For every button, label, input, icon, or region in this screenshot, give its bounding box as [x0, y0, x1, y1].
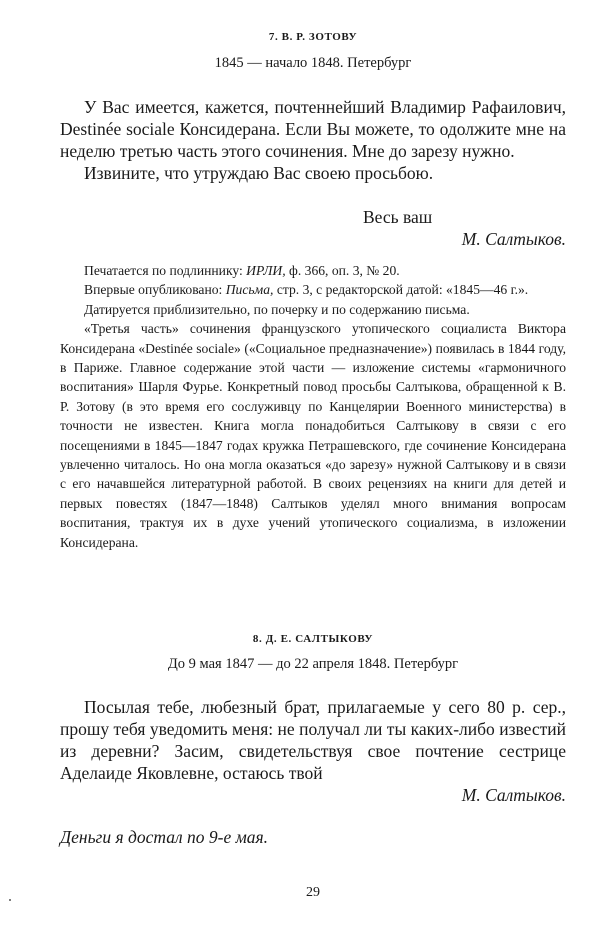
- publication-note: Впервые опубликовано: Письма, стр. 3, с редакторской датой: «1845—46 г.».: [84, 282, 529, 298]
- source-note: Печатается по подлиннику: ИРЛИ, ф. 366, оп. 3, № 20.: [84, 263, 400, 278]
- letter-7-body: [60, 96, 566, 184]
- letter-8-dateline: До 9 мая 1847 — до 22 апреля 1848. Петербург: [167, 656, 459, 672]
- letter-7-heading: 7. В. Р. ЗОТОВУ: [268, 31, 358, 43]
- letter-7-dateline: 1845 — начало 1848. Петербург: [214, 55, 412, 71]
- letter-8-postscript: Деньги я достал по 9-е мая.: [60, 827, 269, 847]
- letter-8-heading: 8. Д. Е. САЛТЫКОВУ: [252, 633, 374, 645]
- letter-8-signature: М. Салтыков.: [461, 785, 566, 805]
- book-page: [60, 0, 566, 929]
- letter-7-notes: [60, 261, 566, 552]
- margin-mark: [9, 899, 11, 901]
- letter-7-paragraph: У Вас имеется, кажется, почтеннейший Владимир Рафаилович, Destinée sociale Консидерана. Если Вы можете, то одолжите мне на неделю третью часть этого сочинения. Мне до зарезу нужно.: [60, 97, 566, 161]
- letter-7-closing: Весь ваш: [363, 207, 433, 227]
- dating-note: Датируется приблизительно, по почерку и по содержанию письма.: [84, 301, 470, 317]
- letter-8-paragraph: Посылая тебе, любезный брат, прилагаемые у сего 80 р. сер., прошу тебя уведомить меня: не получал ли ты каких-либо известий из деревни? Засим, свидетельствуя свое почтение сестрице Аделаиде Яковлевне, остаюсь твой: [60, 697, 566, 783]
- commentary-note: «Третья часть» сочинения французского утопического социалиста Виктора Консидерана «Destinée sociale» («Социальное предназначение») появилась в 1844 году, в Париже. Главное содержание этой части — изложение системы «гармоничного воспитания» Шарля Фурье. Конкретный повод просьбы Салтыкова, обращенной к В. Р. Зотову (в это время его сослуживцу по Канцелярии Военного министерства) в точности не известен. Книга могла понадобиться Салтыкову в связи с его посещениями в 1845—1847 годах кружка Петрашевского, где сочинение Консидерана увлеченно читалось. Но она могла оказаться «до зарезу» нужной Салтыкову и в связи с его начавшейся литературной работой. В своих рецензиях на книги для детей и первых повестях (1847—1848) Салтыков уделял много внимания вопросам воспитания, трактуя их в духе учений утопического социализма, в изложении Консидерана.: [60, 321, 566, 550]
- letter-7-paragraph: Извините, что утруждаю Вас своею просьбою.: [84, 163, 434, 183]
- page-number: 29: [306, 885, 320, 900]
- letter-8-body: [60, 696, 566, 784]
- letter-7-signature: М. Салтыков.: [461, 229, 566, 249]
